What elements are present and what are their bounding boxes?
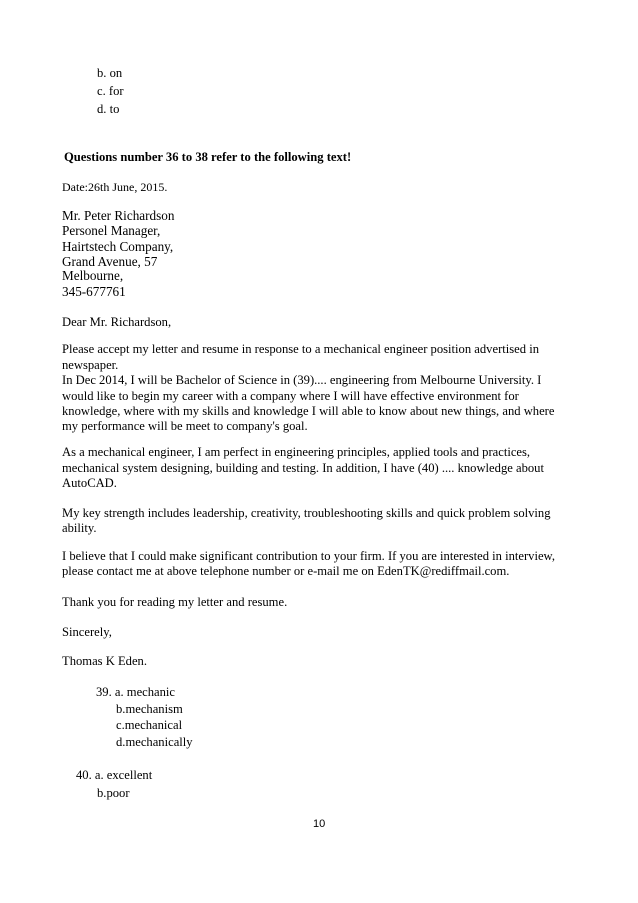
- paragraph-line: ability.: [62, 521, 97, 535]
- address-line: Hairtstech Company,: [62, 239, 174, 254]
- prev-option-b: b. on: [97, 66, 123, 80]
- question-39-option-a: 39. a. mechanic: [96, 685, 176, 699]
- paragraph-line: As a mechanical engineer, I am perfect in engineering principles, applied tools and practices,: [62, 445, 531, 459]
- letter-date: Date:26th June, 2015.: [62, 180, 168, 194]
- question-39-option-d: d.mechanically: [116, 735, 193, 749]
- question-40-option-b: b.poor: [97, 786, 130, 800]
- prev-option-d: d. to: [97, 102, 120, 116]
- paragraph-line: my performance will be meet to company's goal.: [62, 419, 308, 433]
- address-line: Personel Manager,: [62, 223, 161, 238]
- paragraph-line: knowledge, where with my skills and knowledge I will able to know about new things, and where: [62, 404, 555, 418]
- thanks-line: Thank you for reading my letter and resume.: [62, 595, 288, 609]
- salutation: Dear Mr. Richardson,: [62, 315, 172, 329]
- address-line: Grand Avenue, 57: [62, 254, 158, 269]
- question-39-option-b: b.mechanism: [116, 702, 183, 716]
- paragraph-line: Please accept my letter and resume in response to a mechanical engineer position advertised in: [62, 342, 539, 356]
- question-39-option-c: c.mechanical: [116, 718, 183, 732]
- paragraph-line: In Dec 2014, I will be Bachelor of Science in (39).... engineering from Melbourne University. I: [62, 373, 542, 387]
- address-line: Melbourne,: [62, 268, 124, 283]
- paragraph-line: newspaper.: [62, 358, 119, 372]
- paragraph-line: please contact me at above telephone number or e-mail me on EdenTK@rediffmail.com.: [62, 564, 510, 578]
- address-line: Mr. Peter Richardson: [62, 208, 175, 223]
- paragraph-line: My key strength includes leadership, creativity, troubleshooting skills and quick problem solving: [62, 506, 551, 520]
- section-heading: Questions number 36 to 38 refer to the following text!: [64, 150, 352, 164]
- prev-option-c: c. for: [97, 84, 124, 98]
- paragraph-line: would like to begin my career with a company where I will have effective environment for: [62, 389, 519, 403]
- paragraph-line: AutoCAD.: [62, 476, 117, 490]
- page-number: 10: [313, 818, 326, 830]
- paragraph-line: I believe that I could make significant contribution to your firm. If you are interested in interview,: [62, 549, 555, 563]
- question-40-option-a: 40. a. excellent: [76, 768, 153, 782]
- address-line: 345-677761: [62, 284, 126, 299]
- signature: Thomas K Eden.: [62, 654, 147, 668]
- paragraph-line: mechanical system designing, building and testing. In addition, I have (40) .... knowledge about: [62, 461, 544, 475]
- closing: Sincerely,: [62, 625, 112, 639]
